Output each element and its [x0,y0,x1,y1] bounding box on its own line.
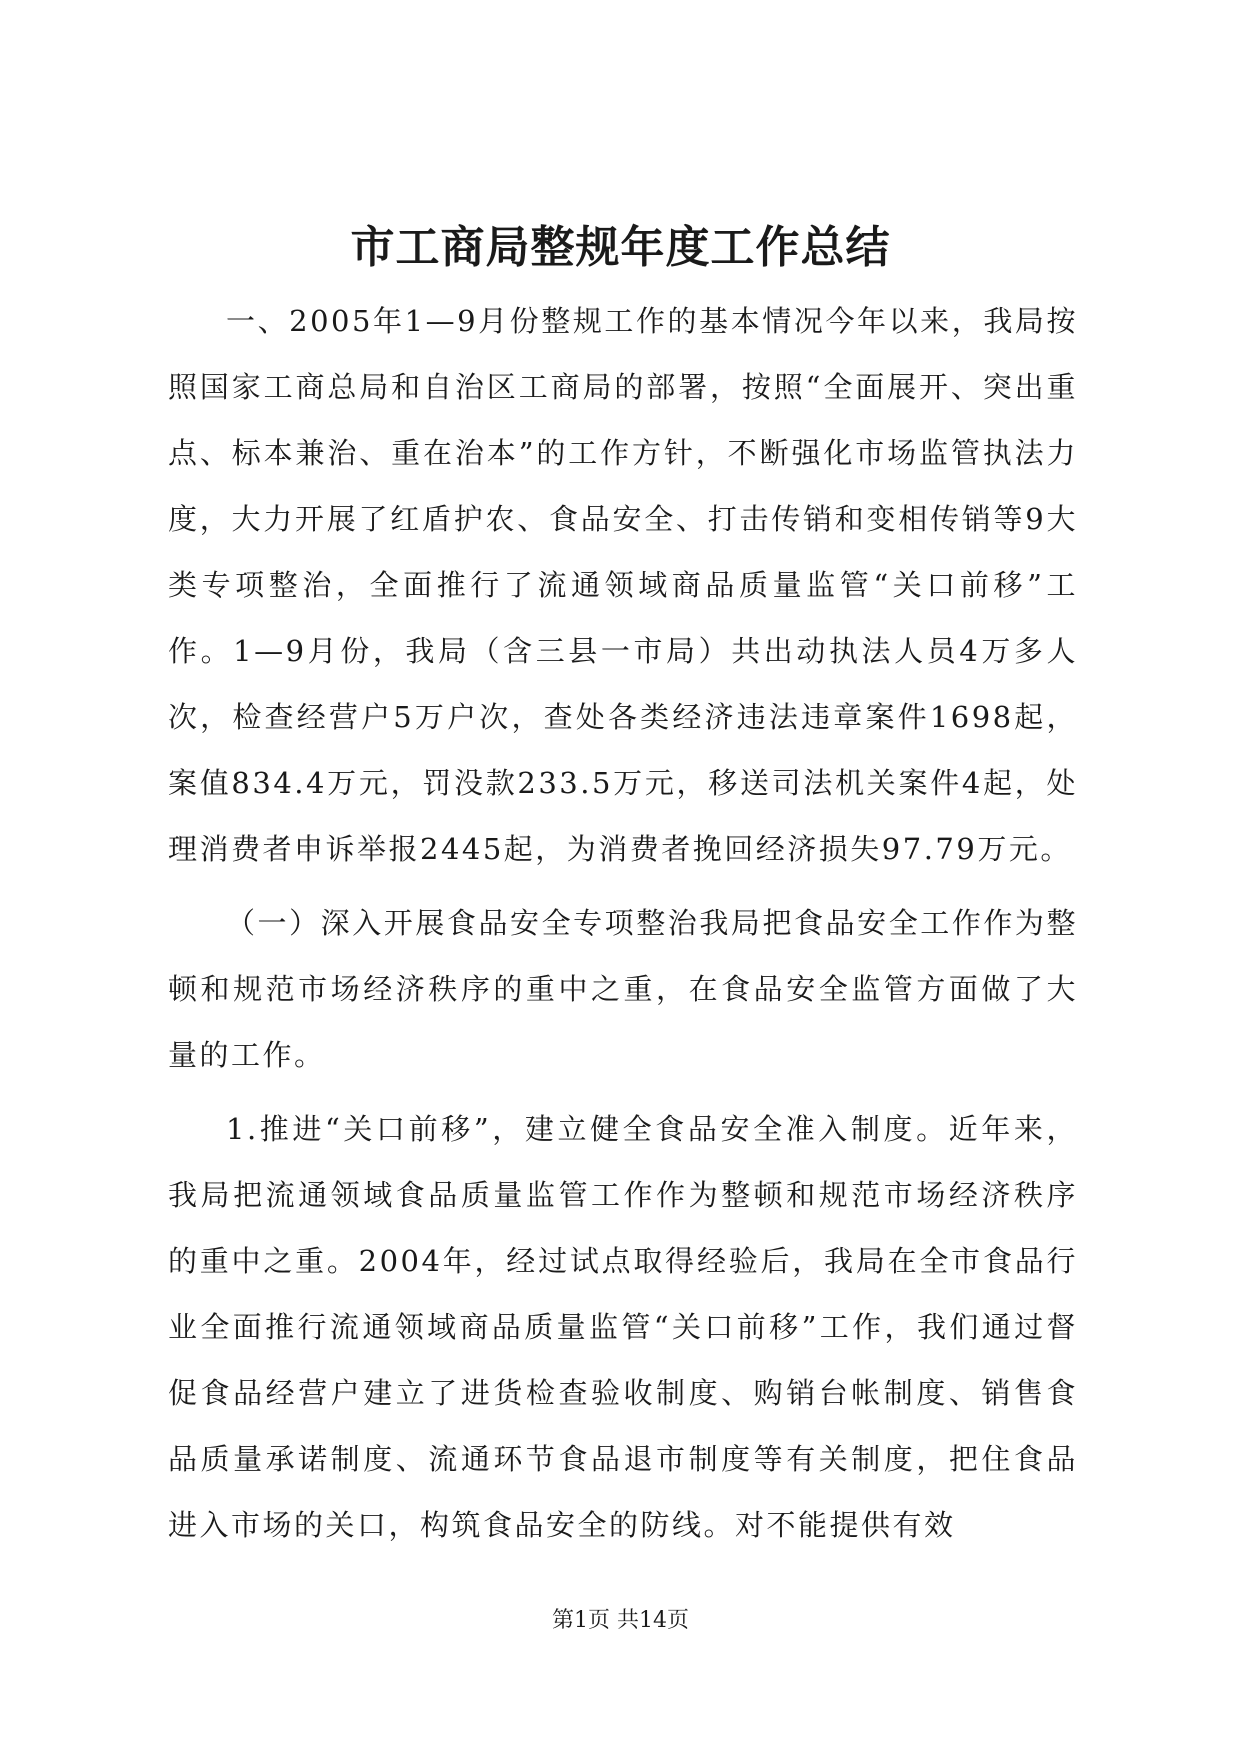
document-body [168,288,1078,1558]
page-title: 市工商局整规年度工作总结 [350,222,891,273]
page-footer: 第1页 共14页 [552,1608,689,1633]
paragraph-1: 一、2005年1—9月份整规工作的基本情况今年以来，我局按照国家工商总局和自治区工商局的部署，按照“全面展开、突出重点、标本兼治、重在治本”的工作方针，不断强化市场监管执法力度，大力开展了红盾护农、食品安全、打击传销和变相传销等9大类专项整治，全面推行了流通领域商品质量监管“关口前移”工作。1—9月份，我局（含三县一市局）共出动执法人员4万多人次，检查经营户5万户次，查处各类经济违法违章案件1698起，案值834.4万元，罚没款233.5万元，移送司法机关案件4起，处理消费者申诉举报2445起，为消费者挽回经济损失97.79万元。 [168,304,1078,866]
paragraph-2: （一）深入开展食品安全专项整治我局把食品安全工作作为整顿和规范市场经济秩序的重中之重，在食品安全监管方面做了大量的工作。 [168,906,1078,1072]
paragraph-3: 1.推进“关口前移”，建立健全食品安全准入制度。近年来，我局把流通领域食品质量监管工作作为整顿和规范市场经济秩序的重中之重。2004年，经过试点取得经验后，我局在全市食品行业全面推行流通领域商品质量监管“关口前移”工作，我们通过督促食品经营户建立了进货检查验收制度、购销台帐制度、销售食品质量承诺制度、流通环节食品退市制度等有关制度，把住食品进入市场的关口，构筑食品安全的防线。对不能提供有效 [168,1112,1078,1542]
